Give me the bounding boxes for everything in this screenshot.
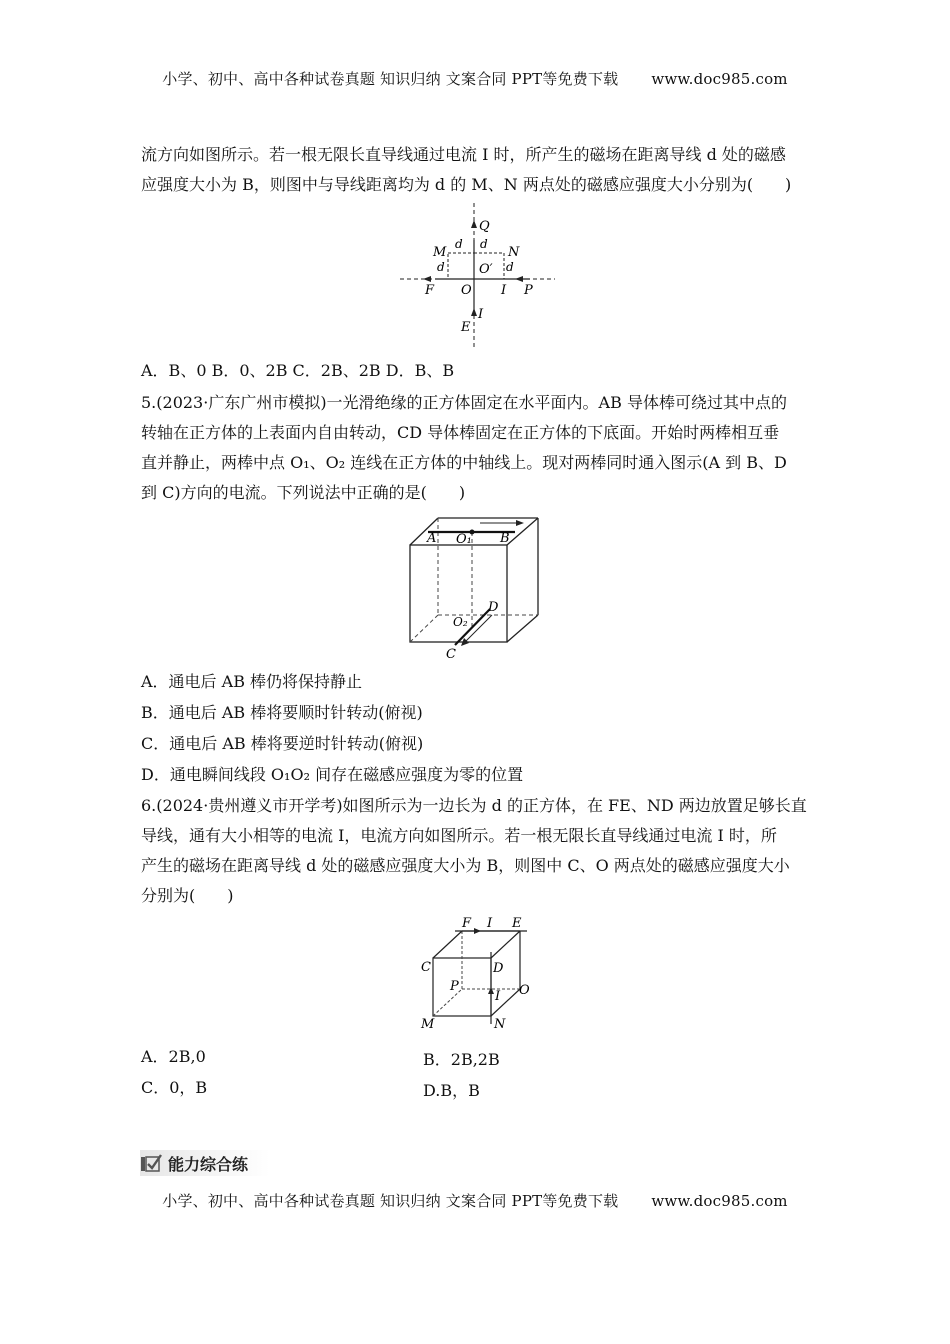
q6-label-F: F: [462, 916, 472, 931]
q6-line-4: 分别为( ): [141, 886, 234, 905]
q6-arrow-up-icon: [488, 987, 494, 994]
q6-line-1: 6.(2024·贵州遵义市开学考)如图所示为一边长为 d 的正方体，在 FE、ND 两边放置足够长直: [141, 796, 807, 815]
q6-arrow-right-icon: [474, 928, 481, 934]
q5-label-B: B: [500, 531, 510, 546]
footer-site[interactable]: www.doc985.com: [651, 1192, 788, 1210]
q6-cube-figure: [415, 912, 540, 1032]
q4-label-d: d: [437, 260, 445, 274]
q5-line-3: 直并静止，两棒中点 O₁、O₂ 连线在正方体的中轴线上。现对两棒同时通入图示(A 到 B、D: [141, 453, 787, 472]
q6-line-3: 产生的磁场在距离导线 d 处的磁感应强度大小为 B，则图中 C、O 两点处的磁感应强度大小: [141, 856, 790, 875]
q5-cube-figure: [400, 512, 550, 662]
q5-label-A: A: [427, 531, 437, 546]
q6-label-D: D: [493, 961, 504, 976]
q4-options: A．B、0 B．0、2B C．2B、2B D．B、B: [141, 361, 455, 380]
q4-line-2: 应强度大小为 B，则图中与导线距离均为 d 的 M、N 两点处的磁感应强度大小分别为( ): [141, 175, 792, 194]
q6-option-D[interactable]: D.B，B: [423, 1081, 480, 1100]
q6-label-E: E: [512, 916, 522, 931]
q4-label-P: P: [524, 283, 533, 298]
q6-option-C[interactable]: C．0，B: [141, 1078, 208, 1097]
q4-line-1: 流方向如图所示。若一根无限长直导线通过电流 I 时，所产生的磁场在距离导线 d 处的磁感: [141, 145, 786, 164]
q4-label-I: I: [501, 283, 507, 298]
q5-line-4: 到 C)方向的电流。下列说法中正确的是( ): [141, 483, 466, 502]
q4-arrow-up-icon: [471, 308, 477, 316]
q4-label-M: M: [433, 245, 447, 260]
q5-option-B[interactable]: B．通电后 AB 棒将要顺时针转动(俯视): [141, 703, 423, 722]
q4-figure: [395, 200, 560, 355]
header-site[interactable]: www.doc985.com: [651, 70, 788, 88]
q4-arrow-up-icon: [471, 220, 477, 228]
q4-label-O-prime: O′: [479, 262, 493, 277]
q6-label-C: C: [421, 960, 431, 975]
q4-label-d: d: [480, 237, 488, 251]
q5-option-D[interactable]: D．通电瞬间线段 O₁O₂ 间存在磁感应强度为零的位置: [141, 765, 524, 784]
q5-label-O1: O₁: [456, 532, 472, 547]
q4-label-O: O: [461, 283, 472, 298]
q6-label-I: I: [495, 989, 501, 1004]
q6-line-2: 导线，通有大小相等的电流 I，电流方向如图所示。若一根无限长直导线通过电流 I 时，所: [141, 826, 777, 845]
q4-label-N: N: [508, 245, 520, 260]
q4-label-d: d: [506, 260, 514, 274]
q4-label-d: d: [455, 237, 463, 251]
q6-label-M: M: [421, 1017, 435, 1032]
checklist-icon: [140, 1153, 162, 1173]
page-header: [0, 68, 950, 89]
page-footer: [0, 1190, 950, 1211]
section-title: 能力综合练: [168, 1154, 249, 1174]
q5-option-A[interactable]: A．通电后 AB 棒仍将保持静止: [141, 672, 363, 691]
q6-label-O: O: [519, 983, 530, 998]
q4-label-Q: Q: [479, 219, 490, 234]
q4-label-I: I: [478, 307, 484, 322]
footer-text: 小学、初中、高中各种试卷真题 知识归纳 文案合同 PPT等免费下载: [162, 1192, 619, 1210]
q5-label-D: D: [488, 600, 499, 615]
q6-label-I: I: [487, 916, 493, 931]
header-text: 小学、初中、高中各种试卷真题 知识归纳 文案合同 PPT等免费下载: [162, 70, 619, 88]
q5-label-C: C: [446, 647, 456, 662]
q5-option-C[interactable]: C．通电后 AB 棒将要逆时针转动(俯视): [141, 734, 424, 753]
q5-line-1: 5.(2023·广东广州市模拟)一光滑绝缘的正方体固定在水平面内。AB 导体棒可绕过其中点的: [141, 393, 787, 412]
q5-arrow-right-icon: [516, 520, 524, 526]
q4-arrow-left-icon: [423, 276, 431, 282]
section-heading: [140, 1150, 248, 1176]
q6-label-P: P: [450, 979, 459, 994]
q4-label-F: F: [425, 283, 435, 298]
q5-line-2: 转轴在正方体的上表面内自由转动，CD 导体棒固定在正方体的下底面。开始时两棒相互垂: [141, 423, 780, 442]
q4-arrow-left-icon: [515, 276, 523, 282]
q6-option-B[interactable]: B．2B,2B: [423, 1050, 500, 1069]
q5-label-O2: O₂: [453, 615, 468, 629]
q6-label-N: N: [494, 1017, 506, 1032]
q6-option-A[interactable]: A．2B,0: [141, 1047, 206, 1066]
q4-label-E: E: [461, 320, 471, 335]
